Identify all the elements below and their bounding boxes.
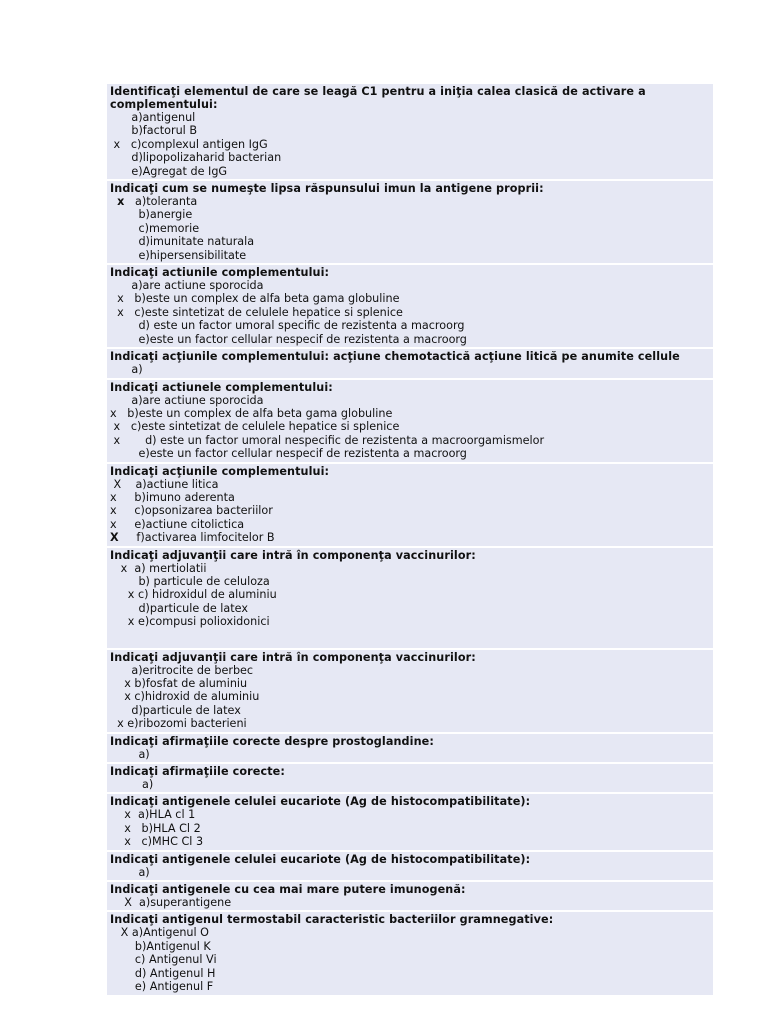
answer-option: d) este un factor umoral specific de rezistenta a macroorg (110, 319, 465, 333)
answer-option: e)este un factor cellular nespecif de rezistenta a macroorg (110, 447, 467, 461)
question-text: Indicaţi cum se numeşte lipsa răspunsului imun la antigene proprii: (110, 182, 544, 196)
question-text: Indicaţi antigenul termostabil caracteristic bacteriilor gramnegative: (110, 913, 554, 927)
answer-option: x c) hidroxidul de aluminiu (110, 588, 277, 602)
answer-option: b)anergie (110, 208, 193, 222)
question-block (107, 263, 713, 347)
answer-option: x c)hidroxid de aluminiu (110, 690, 260, 704)
answer-option: X a)superantigene (110, 896, 232, 910)
question-text: Indicaţi antigenele celulei eucariote (Ag de histocompatibilitate): (110, 795, 531, 809)
answer-option: a) (110, 363, 143, 377)
question-block (107, 762, 713, 792)
answer-option: x c)MHC Cl 3 (110, 835, 204, 849)
answer-option: e) Antigenul F (110, 980, 214, 994)
answer-option: X f)activarea limfocitelor B (110, 531, 275, 545)
answer-option: x a)HLA cl 1 (110, 808, 196, 822)
answer-option: d) Antigenul H (110, 966, 216, 980)
question-text: Indicaţi afirmaţiile corecte despre prostoglandine: (110, 734, 434, 748)
question-text: Indicaţi acţiunile complementului: acţiune chemotactică acţiune litică pe anumite cellule (110, 350, 680, 364)
question-text: Indicaţi antigenele celulei eucariote (Ag de histocompatibilitate): (110, 852, 531, 866)
question-text: Indicaţi actiunile complementului: (110, 266, 330, 280)
answer-mark: X (110, 531, 119, 545)
question-text: Indicaţi adjuvanţii care intră în componenţa vaccinurilor: (110, 650, 476, 664)
answer-option: x c)opsonizarea bacteriilor (110, 504, 273, 518)
answer-option: b) particule de celuloza (110, 574, 270, 588)
answer-option: e)este un factor cellular nespecif de rezistenta a macroorg (110, 332, 467, 346)
question-block (107, 792, 713, 849)
answer-option: x e)actiune citolictica (110, 517, 245, 531)
question-text: Indicaţi acţiunile complementului: (110, 464, 330, 478)
answer-option: e)hipersensibilitate (110, 248, 247, 262)
answer-option: e)Agregat de IgG (110, 164, 228, 178)
question-block (107, 70, 713, 179)
answer-option: x a) mertiolatii (110, 561, 207, 575)
answer-option: a)are actiune sporocida (110, 279, 264, 293)
answer-option: x c)este sintetizat de celulele hepatice si splenice (110, 420, 400, 434)
answer-option: x a)toleranta (117, 195, 198, 209)
answer-option: b)Antigenul K (110, 939, 211, 953)
answer-option: d)particule de latex (110, 601, 248, 615)
question-text: Indicaţi actiunele complementului: (110, 380, 333, 394)
question-block (107, 648, 713, 732)
answer-option: x c)complexul antigen IgG (110, 137, 268, 151)
answer-option: x d) este un factor umoral nespecific de rezistenta a macroorgamismelor (110, 433, 545, 447)
question-text: Indicaţi afirmaţiile corecte: (110, 765, 285, 779)
question-block (107, 880, 713, 910)
answer-option (110, 629, 713, 647)
question-text: Indicaţi antigenele cu cea mai mare putere imunogenă: (110, 883, 466, 897)
question-block (107, 347, 713, 377)
answer-option: x e)ribozomi bacterieni (110, 717, 247, 731)
answer-mark: x (117, 195, 125, 209)
answer-option: x b)este un complex de alfa beta gama globuline (110, 406, 393, 420)
answer-option: a) (110, 747, 150, 761)
answer-option: a)eritrocite de berbec (110, 663, 254, 677)
answer-option: d)imunitate naturala (110, 235, 255, 249)
answer-option: x e)compusi polioxidonici (110, 615, 270, 629)
answer-option: a) (110, 865, 150, 879)
answer-option: a)antigenul (110, 111, 196, 124)
question-block (107, 850, 713, 880)
question-block (107, 462, 713, 546)
question-text: Indicaţi adjuvanţii care intră în componenţa vaccinurilor: (110, 548, 476, 562)
answer-option: d)particule de latex (110, 703, 241, 717)
question-block (107, 378, 713, 462)
answer-option: X a)actiune litica (110, 477, 219, 491)
answer-option: x c)este sintetizat de celulele hepatice si splenice (110, 305, 403, 319)
answer-option: d)lipopolizaharid bacterian (110, 151, 282, 165)
answer-option: X a)Antigenul O (110, 926, 209, 940)
answer-option: x b)este un complex de alfa beta gama globuline (110, 292, 400, 306)
answer-option: c)memorie (110, 221, 200, 235)
question-block (107, 179, 713, 263)
answer-option: a)are actiune sporocida (110, 393, 264, 407)
answer-option: a) (110, 778, 154, 792)
answer-option: x b)fosfat de aluminiu (110, 677, 248, 690)
answer-option: x b)HLA Cl 2 (110, 821, 201, 835)
answer-option: c) Antigenul Vi (110, 953, 217, 967)
quiz-document (107, 70, 713, 995)
question-block (107, 910, 713, 994)
question-block (107, 546, 713, 648)
question-text: Identificaţi elementul de care se leagă C1 pentru a iniţia calea clasică de activare a complementului: (110, 85, 646, 111)
question-block (107, 732, 713, 762)
answer-option: x b)imuno aderenta (110, 490, 235, 504)
answer-option: b)factorul B (110, 124, 198, 138)
